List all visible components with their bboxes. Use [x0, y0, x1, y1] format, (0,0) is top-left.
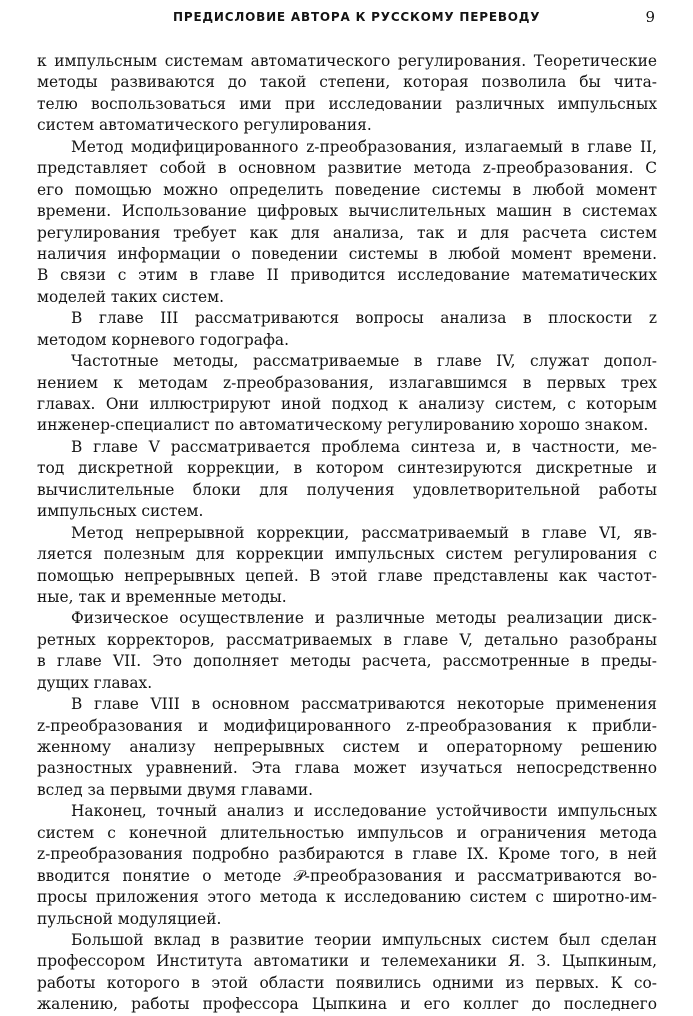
text-line: вводится понятие о методе 𝒫-преобразования и рассматриваются во- — [37, 866, 657, 885]
running-title: ПРЕДИСЛОВИЕ АВТОРА К РУССКОМУ ПЕРЕВОДУ — [173, 10, 541, 24]
text-line: наличия информации о поведении системы в любой момент времени. — [37, 244, 657, 263]
text-line: Частотные методы, рассматриваемые в главе IV, служат допол- — [71, 352, 657, 371]
text-line: к импульсным системам автоматического регулирования. Теоретические — [37, 52, 657, 70]
text-line: Метод модифицированного z-преобразования, излагаемый в главе II, — [71, 137, 657, 156]
text-line: В главе V рассматривается проблема синтеза и, в частности, ме- — [71, 437, 657, 456]
text-line: нением к методам z-преобразования, излагавшимся в первых трех — [37, 373, 657, 392]
text-line: методы развиваются до такой степени, которая позволила бы чита- — [37, 73, 657, 92]
text-line: В связи с этим в главе II приводится исследование математических — [37, 266, 657, 285]
text-line: пульсной модуляцией. — [37, 909, 222, 928]
text-line: инженер-специалист по автоматическому регулированию хорошо знаком. — [37, 416, 649, 435]
text-line: главах. Они иллюстрируют иной подход к анализу систем, с которым — [37, 395, 657, 413]
text-line: Физическое осуществление и различные методы реализации диск- — [71, 609, 657, 628]
text-line: разностных уравнений. Эта глава может изучаться непосредственно — [37, 759, 657, 778]
text-line: времени. Использование цифровых вычислительных машин в системах — [37, 202, 657, 221]
text-line: помощью непрерывных цепей. В этой главе представлены как частот- — [37, 566, 657, 585]
page-number: 9 — [645, 8, 655, 26]
text-line: систем автоматического регулирования. — [37, 116, 372, 135]
text-line: женному анализу непрерывных систем и операторному решению — [37, 738, 657, 756]
text-line: Большой вклад в развитие теории импульсных систем был сделан — [71, 930, 657, 949]
text-line: представляет собой в основном развитие метода z-преобразования. С — [37, 159, 657, 178]
text-line: работы которого в этой области появились одними из первых. К со- — [37, 973, 657, 992]
body-text — [37, 51, 657, 1016]
text-line: в главе VII. Это дополняет методы расчета, рассмотренные в преды- — [37, 652, 657, 671]
text-line: просы приложения этого метода к исследованию систем с широтно-им- — [37, 888, 657, 907]
text-line: ляется полезным для коррекции импульсных систем регулирования с — [37, 545, 657, 564]
text-line: жалению, работы профессора Цыпкина и его коллег до последнего — [37, 995, 657, 1014]
text-line: z-преобразования подробно разбираются в главе IX. Кроме того, в ней — [37, 845, 657, 864]
running-head — [37, 8, 657, 30]
text-line: z-преобразования и модифицированного z-преобразования к прибли- — [37, 716, 657, 735]
text-line: его помощью можно определить поведение системы в любой момент — [37, 180, 657, 199]
text-line: регулирования требует как для анализа, так и для расчета систем — [37, 223, 657, 242]
text-line: Метод непрерывной коррекции, рассматриваемый в главе VI, яв- — [71, 523, 657, 542]
text-line: импульсных систем. — [37, 502, 204, 521]
text-line: методом корневого годографа. — [37, 330, 289, 349]
text-line: профессором Института автоматики и телемеханики Я. З. Цыпкиным, — [37, 952, 657, 971]
text-line: ные, так и временные методы. — [37, 587, 287, 606]
text-line: систем с конечной длительностью импульсов и ограничения метода — [37, 823, 657, 842]
text-line: В главе VIII в основном рассматриваются некоторые применения — [71, 695, 657, 714]
text-line: вслед за первыми двумя главами. — [37, 780, 314, 799]
text-line: телю воспользоваться ими при исследовании различных импульсных — [37, 94, 657, 113]
text-line: тод дискретной коррекции, в котором синтезируются дискретные и — [37, 459, 657, 478]
text-line: дущих главах. — [37, 673, 153, 692]
text-line: моделей таких систем. — [37, 287, 224, 306]
text-line: Наконец, точный анализ и исследование устойчивости импульсных — [71, 802, 657, 821]
text-line: ретных корректоров, рассматриваемых в главе V, детально разобраны — [37, 630, 657, 649]
text-line: В главе III рассматриваются вопросы анализа в плоскости z — [71, 309, 657, 328]
text-line: вычислительные блоки для получения удовлетворительной работы — [37, 480, 657, 499]
